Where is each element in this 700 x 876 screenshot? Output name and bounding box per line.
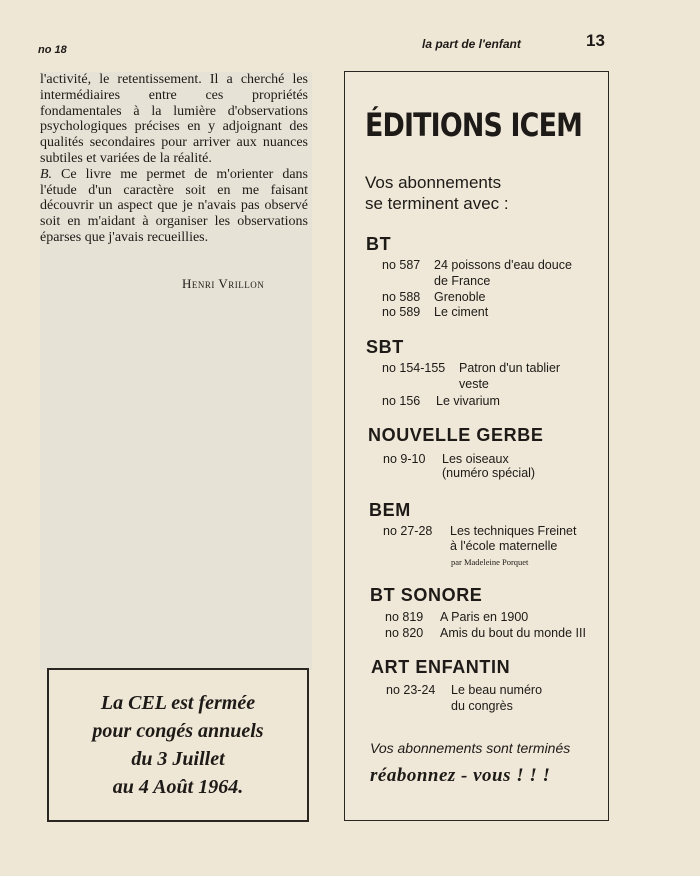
item-number: no 23-24 [386, 683, 436, 697]
list-item [383, 451, 509, 467]
notice-line-4: au 4 Août 1964. [112, 776, 244, 798]
list-item [382, 289, 486, 305]
list-item [382, 360, 561, 376]
item-number: no 820 [385, 626, 424, 640]
list-item [383, 523, 577, 539]
subscription-ended-text: Vos abonnements sont terminés [370, 740, 571, 756]
notice-line-3: du 3 Juillet [131, 748, 225, 770]
notice-line-1: La CEL est fermée [100, 692, 256, 714]
item-title: Le ciment [434, 305, 489, 319]
list-item [385, 609, 529, 625]
item-title-continued: (numéro spécial) [442, 466, 536, 480]
section-title-bem: BEM [369, 500, 411, 520]
article-paragraph-a: l'activité, le retentissement. Il a cherché les intermédiaires entre ces propriétés fondamentales à la lumière d'observations psychologiques précises en y adjoignant des qualités secondaires pour arriver aux nuances subtiles et variées de la réalité. [40, 72, 308, 166]
list-item [385, 625, 586, 641]
journal-title: la part de l'enfant [422, 37, 521, 51]
article-author: Henri Vrillon [182, 276, 265, 291]
item-title: Les oiseaux [442, 452, 509, 466]
section-title-bt: BT [366, 234, 392, 254]
item-title-continued: de France [434, 274, 491, 288]
item-title: Patron d'un tablier [459, 361, 561, 375]
item-title: Le vivarium [436, 394, 500, 408]
list-item [382, 304, 489, 320]
item-number: no 27-28 [383, 524, 433, 538]
item-number: no 589 [382, 305, 421, 319]
item-number: no 156 [382, 394, 421, 408]
section-title-nouvelle-gerbe: NOUVELLE GERBE [368, 425, 544, 445]
item-number: no 587 [382, 258, 421, 272]
item-title: Amis du bout du monde III [440, 626, 586, 640]
resubscribe-callout: réabonnez - vous ! ! ! [370, 765, 551, 786]
intro-line-2: se terminent avec : [365, 194, 509, 213]
item-number: no 588 [382, 290, 421, 304]
item-title-continued: veste [459, 377, 489, 391]
article-paragraph-b [40, 167, 308, 246]
item-number: no 154-155 [382, 361, 446, 375]
paragraph-b-label: B. [40, 166, 53, 182]
item-title: Grenoble [434, 290, 486, 304]
bem-byline: par Madeleine Porquet [451, 557, 529, 567]
item-title: A Paris en 1900 [440, 610, 529, 624]
list-item [386, 682, 543, 698]
panel-title: ÉDITIONS ICEM [365, 106, 582, 144]
section-title-sbt: SBT [366, 337, 404, 357]
paragraph-b-text: Ce livre me permet de m'orienter dans l'étude d'un caractère soit en me faisant découvrir un aspect que je n'avais pas observé soit en m'aidant à organiser les observations éparses que j'avais recueillies. [40, 166, 308, 245]
section-title-art-enfantin: ART ENFANTIN [371, 657, 511, 677]
article-text [40, 72, 308, 246]
item-title: Le beau numéro [451, 683, 543, 697]
list-item [382, 393, 500, 409]
item-title: 24 poissons d'eau douce [434, 258, 572, 272]
item-title-continued: du congrès [451, 699, 513, 713]
intro-line-1: Vos abonnements [365, 173, 502, 192]
issue-number: no 18 [38, 44, 67, 56]
notice-line-2: pour congés annuels [92, 720, 264, 742]
item-number: no 819 [385, 610, 424, 624]
item-number: no 9-10 [383, 452, 426, 466]
item-title-continued: à l'école maternelle [450, 539, 558, 553]
panel-intro [365, 172, 565, 214]
closure-notice [47, 668, 309, 822]
section-title-bt-sonore: BT SONORE [370, 585, 483, 605]
list-item [382, 257, 572, 273]
page-number: 13 [586, 31, 605, 50]
item-title: Les techniques Freinet [450, 524, 577, 538]
